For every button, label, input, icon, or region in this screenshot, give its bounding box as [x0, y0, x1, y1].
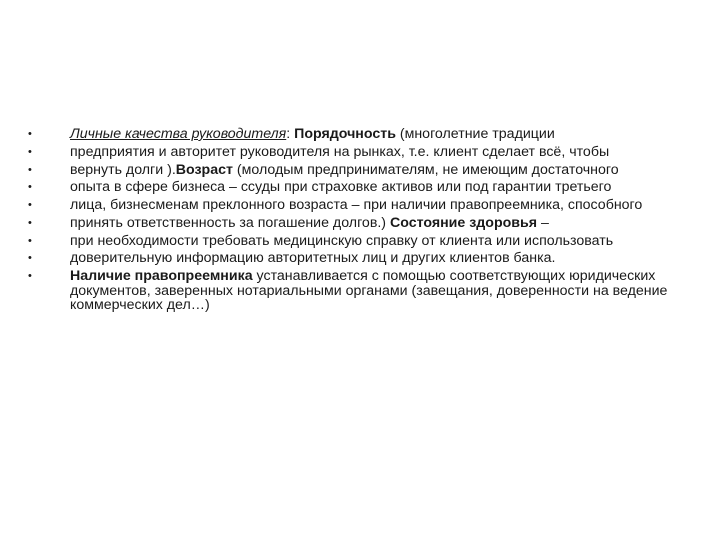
bullet-item — [28, 163, 678, 178]
colon: : — [286, 126, 295, 142]
item-text: предприятия и авторитет руководителя на рынках, т.е. клиент сделает всё, чтобы — [70, 143, 610, 160]
item-text: – — [537, 214, 549, 231]
item-text: (многолетние традиции — [395, 126, 555, 142]
item-text: доверительную информацию авторитетных лиц и других клиентов банка. — [70, 250, 556, 267]
bullet-dot-icon: • — [28, 181, 32, 194]
item-text: (молодым предпринимателям, не имеющим достаточного — [232, 161, 619, 178]
item-text: лица, бизнесменам преклонного возраста – при наличии правопреемника, способного — [70, 197, 643, 214]
item-text: принять ответственность за погашение долгов.) — [70, 214, 390, 231]
bullet-dot-icon: • — [28, 128, 32, 140]
bullet-dot-icon: • — [28, 252, 32, 265]
term-health: Состояние здоровья — [389, 214, 538, 231]
item-text: опыта в сфере бизнеса – ссуды при страховке активов или под гарантии третьего — [70, 179, 612, 196]
bullet-item — [28, 180, 678, 195]
bullet-item — [28, 269, 678, 313]
bullet-item — [28, 127, 678, 142]
term-honesty: Порядочность — [294, 126, 396, 142]
bullet-item — [28, 234, 678, 249]
section-heading: Личные качества руководителя — [70, 126, 287, 142]
bullet-dot-icon: • — [28, 216, 32, 229]
bullet-dot-icon: • — [28, 234, 32, 247]
bullet-dot-icon: • — [28, 199, 32, 212]
bullet-list — [28, 127, 678, 316]
item-text: при необходимости требовать медицинскую справку от клиента или использовать — [70, 232, 614, 249]
bullet-item — [28, 145, 678, 160]
bullet-item — [28, 251, 678, 266]
bullet-dot-icon: • — [28, 145, 32, 158]
item-text: вернуть долги ). — [70, 161, 176, 178]
item-text: устанавливается с помощью соответствующих юридических документов, заверенных нотариальными органами (завещания, доверенности на ведение коммерческих дел…) — [70, 268, 668, 314]
term-successor: Наличие правопреемника — [70, 268, 253, 285]
bullet-item — [28, 198, 678, 213]
term-age: Возраст — [175, 161, 233, 178]
bullet-dot-icon: • — [28, 163, 32, 176]
bullet-dot-icon: • — [28, 270, 32, 283]
bullet-item — [28, 216, 678, 231]
